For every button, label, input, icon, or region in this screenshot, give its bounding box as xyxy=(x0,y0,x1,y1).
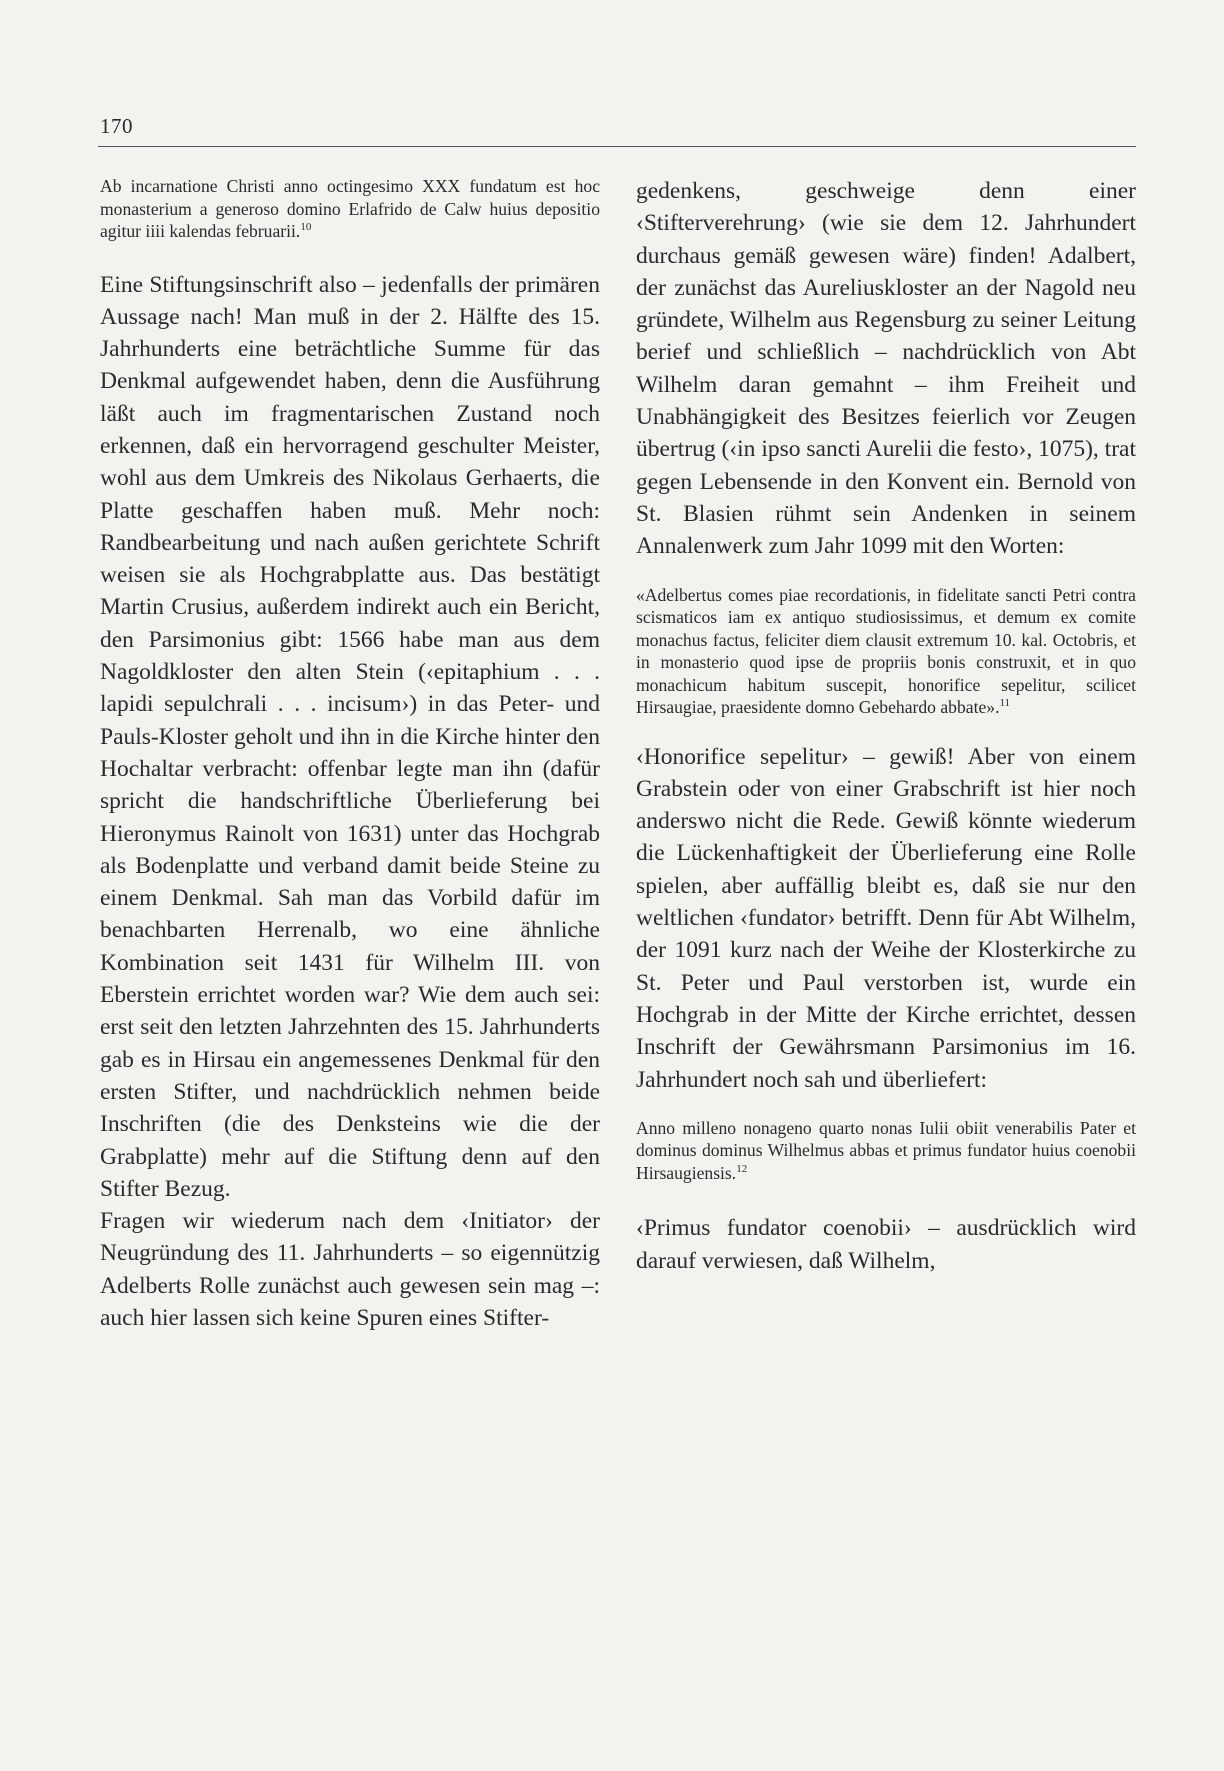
body-paragraph: Eine Stiftungsinschrift also – jedenfalls der primären Aussage nach! Man muß in der 2. Hälfte des 15. Jahrhunderts eine beträchtliche Summe für das Denkmal aufgewendet haben, denn die Ausführung läßt auch im fragmentarischen Zustand noch erkennen, daß ein hervorragend geschulter Meister, wohl aus dem Umkreis des Nikolaus Gerhaerts, die Platte geschaffen haben muß. Mehr noch: Randbearbeitung und nach außen gerichtete Schrift weisen sie als Hochgrabplatte aus. Das bestätigt Martin Crusius, außerdem indirekt auch ein Bericht, den Parsimonius gibt: 1566 habe man aus dem Nagoldkloster den alten Stein (‹epitaphium . . . lapidi sepulchrali . . . incisum›) in das Peter- und Pauls-Kloster geholt und ihn in die Kirche hinter den Hochaltar verbracht: offenbar legte man ihn (dafür spricht die handschriftliche Überlieferung bei Hieronymus Rainolt von 1631) unter das Hochgrab als Bodenplatte und verband damit beide Steine zu einem Denkmal. Sah man das Vorbild dafür im benachbarten Herrenalb, wo eine ähnliche Kombination seit 1431 für Wilhelm III. von Eberstein errichtet worden war? Wie dem auch sei: erst seit den letzten Jahrzehnten des 15. Jahrhunderts gab es in Hirsau ein angemessenes Denkmal für den ersten Stifter, und nachdrücklich nehmen beide Inschriften (die des Denksteins wie die der Grabplatte) mehr auf die Stiftung denn auf den Stifter Bezug. xyxy=(100,271,600,1202)
body-paragraph: gedenkens, geschweige denn einer ‹Stifterverehrung› (wie sie dem 12. Jahrhundert durchaus gemäß gewesen wäre) finden! Adalbert, der zunächst das Aureliuskloster an der Nagold neu gründete, Wilhelm aus Regensburg zu seiner Leitung berief und schließlich – nachdrücklich von Abt Wilhelm daran gemahnt – ihm Freiheit und Unabhängigkeit des Besitzes feierlich vor Zeugen übertrug (‹in ipso sancti Aurelii die festo›, 1075), trat gegen Lebensende in den Konvent ein. Bernold von St. Blasien rühmt sein Andenken in seinem Annalenwerk zum Jahr 1099 mit den Worten: xyxy=(636,178,1136,560)
footnote-ref-12: 12 xyxy=(736,1162,748,1175)
bernold-quote xyxy=(636,584,1136,719)
inscription-quote xyxy=(100,175,600,243)
inscription-quote-text: Ab incarnatione Christi anno octingesimo XXX fundatum est hoc monasterium a generoso domino Erlafrido de Calw huius depositio agitur iiii kalendas februarii. xyxy=(100,176,600,241)
epitaph-quote xyxy=(636,1117,1136,1185)
bernold-quote-text: «Adelbertus comes piae recordationis, in fidelitate sancti Petri contra scismaticos iam ex antiquo studiosissimus, et demum ex comite monachus factus, feliciter diem clausit extremum 10. kal. Octobris, et in monasterio quod ipse de propriis bonis construxit, et in quo monachicum habitum suscepit, honorifice sepelitur, scilicet Hirsaugiae, praesidente domno Gebehardo abbate». xyxy=(636,584,1136,718)
body-paragraph: Fragen wir wiederum nach dem ‹Initiator› der Neugründung des 11. Jahrhunderts – so eigennützig Adelberts Rolle zunächst auch gewesen sein mag –: auch hier lassen sich keine Spuren eines Stifter- xyxy=(100,1208,600,1331)
body-paragraph: ‹Primus fundator coenobii› – ausdrücklich wird darauf verwiesen, daß Wilhelm, xyxy=(636,1215,1136,1274)
header-rule xyxy=(98,146,1136,147)
epitaph-quote-text: Anno milleno nonageno quarto nonas Iulii obiit venerabilis Pater et dominus dominus Wilhelmus abbas et primus fundator huius coenobii Hirsaugiensis. xyxy=(636,1117,1136,1183)
footnote-ref-11: 11 xyxy=(999,697,1011,710)
right-column xyxy=(636,175,1136,1277)
left-column xyxy=(100,175,600,1334)
page-number: 170 xyxy=(100,114,133,138)
body-paragraph: ‹Honorifice sepelitur› – gewiß! Aber von einem Grabstein oder von einer Grabschrift ist hier noch anderswo nicht die Rede. Gewiß könnte wiederum die Lückenhaftigkeit der Überlieferung eine Rolle spielen, aber auffällig bleibt es, daß sie nur den weltlichen ‹fundator› betrifft. Denn für Abt Wilhelm, der 1091 kurz nach der Weihe der Klosterkirche zu St. Peter und Paul verstorben ist, wurde ein Hochgrab in der Mitte der Kirche errichtet, dessen Inschrift der Gewährsmann Parsimonius im 16. Jahrhundert noch sah und überliefert: xyxy=(636,743,1136,1093)
footnote-ref-10: 10 xyxy=(300,221,312,234)
